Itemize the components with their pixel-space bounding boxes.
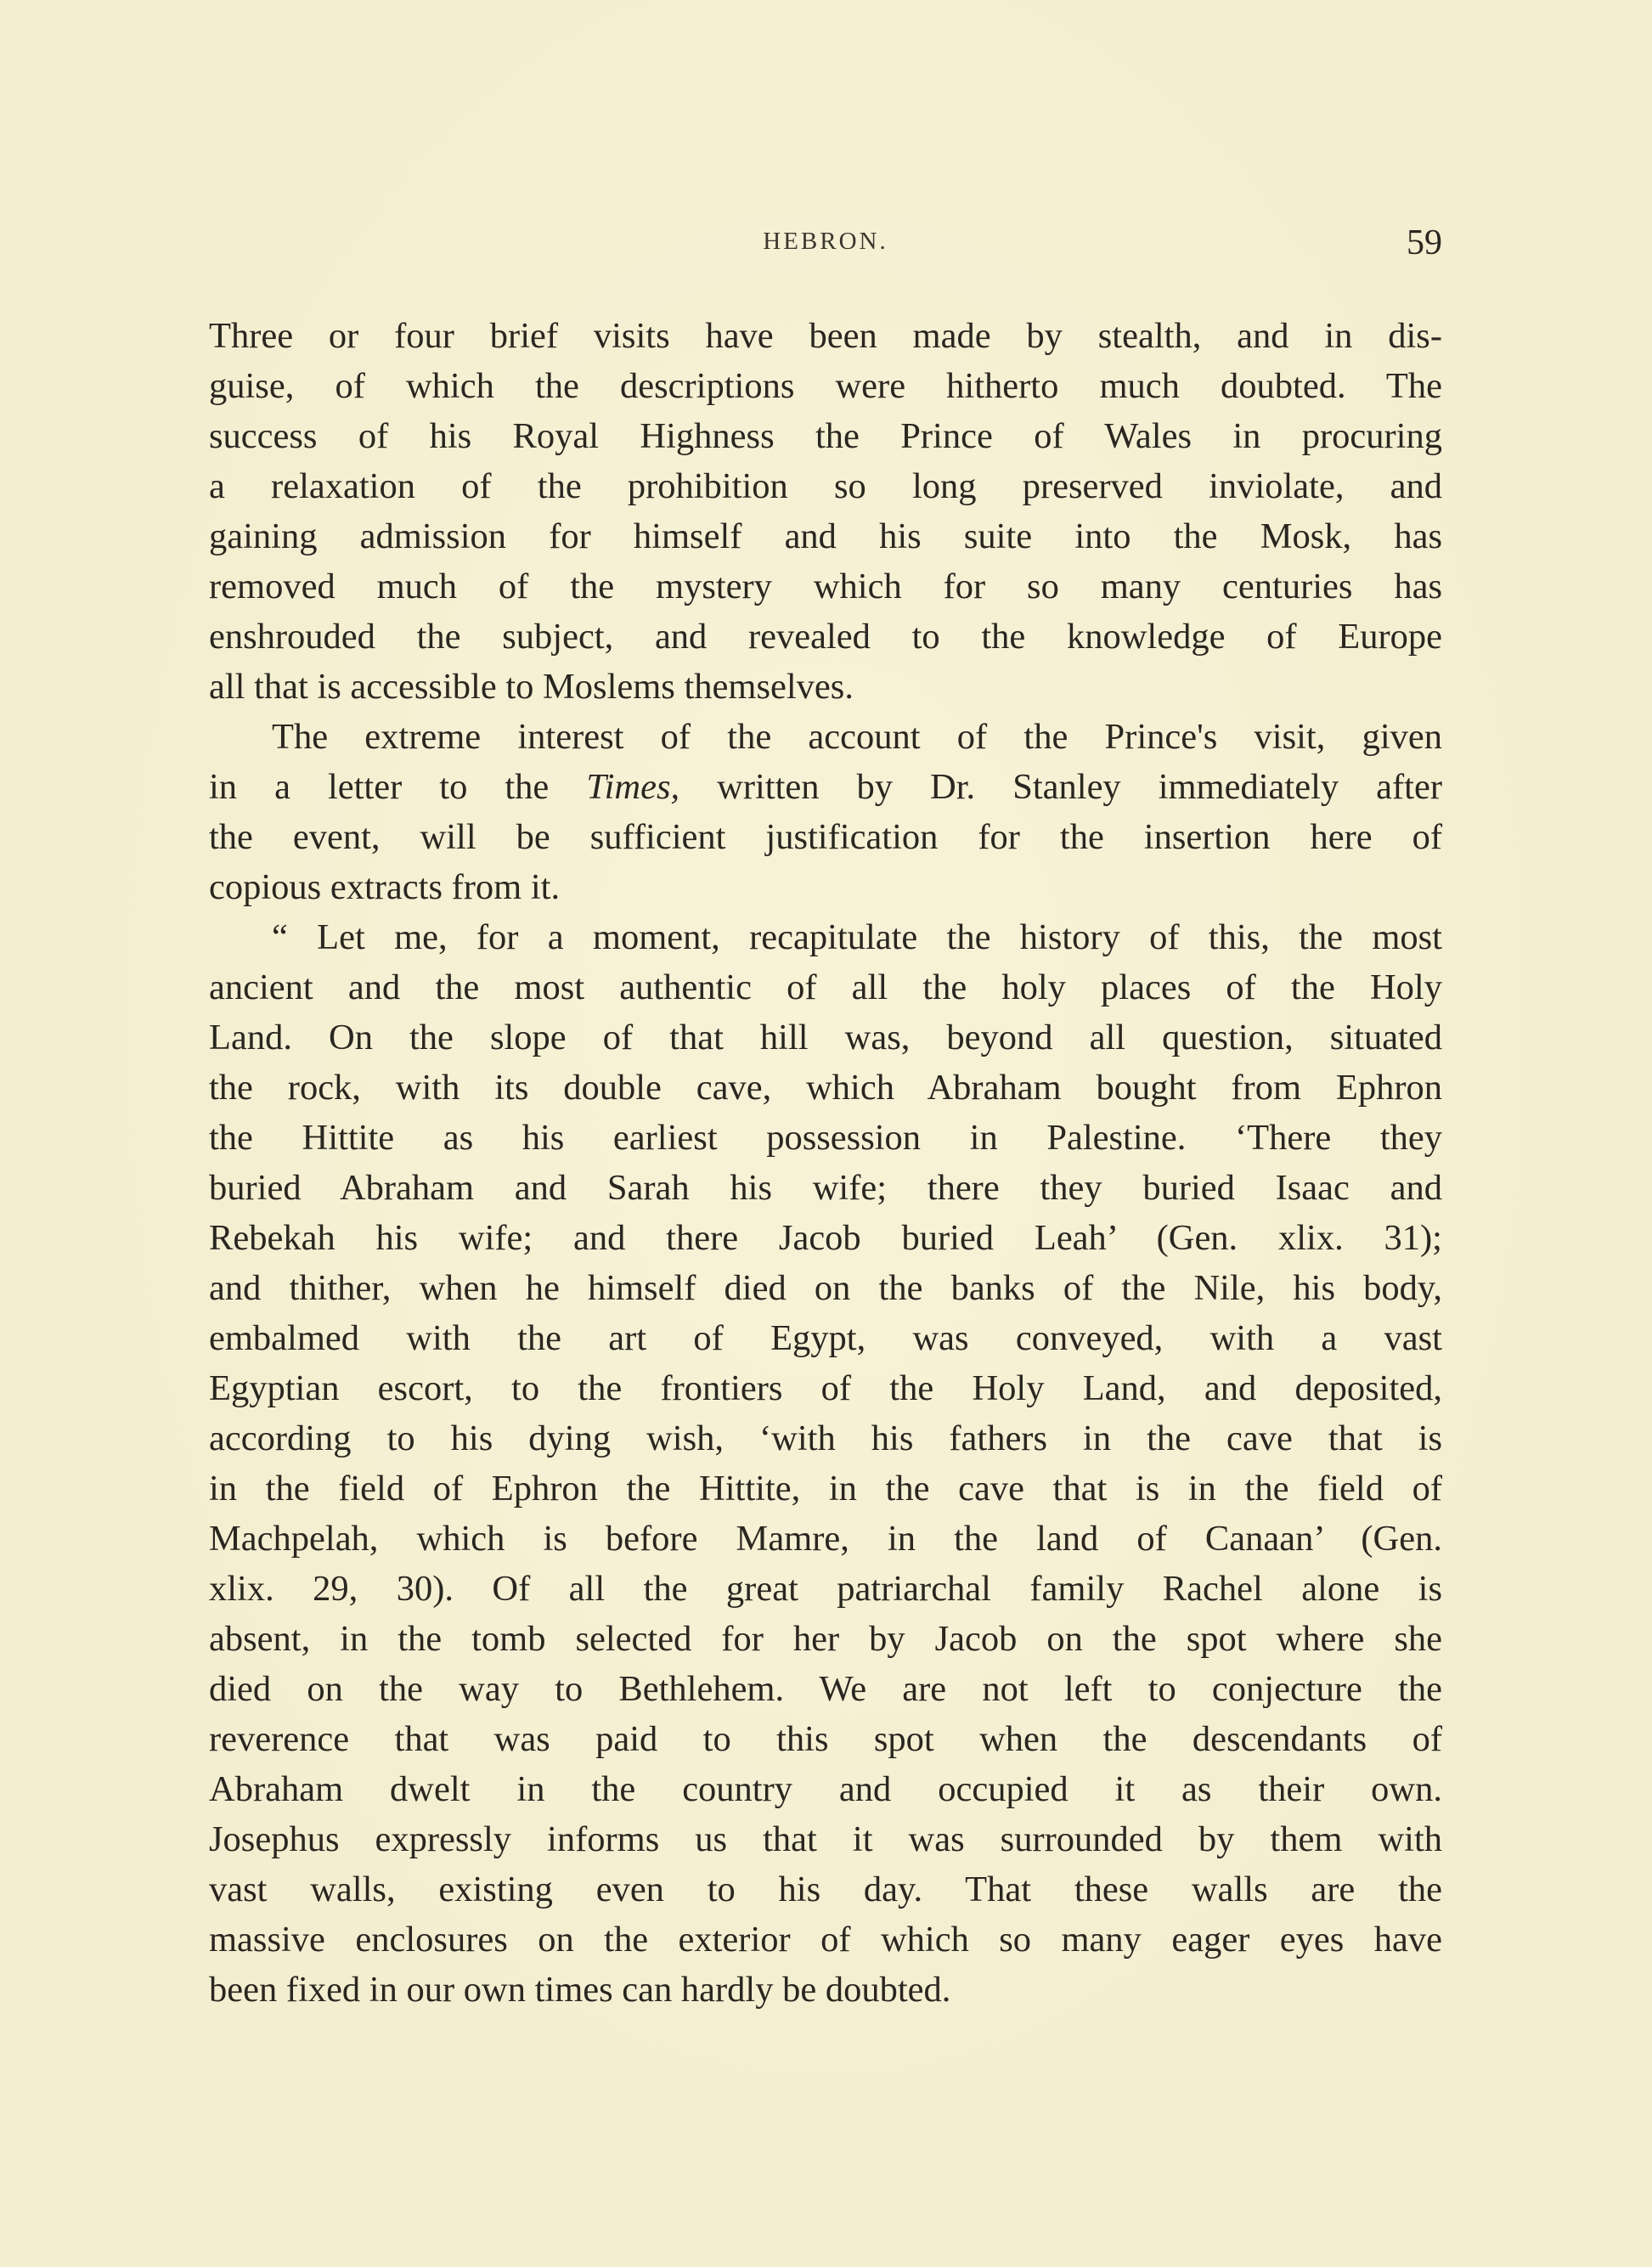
text-line: success of his Royal Highness the Prince of Wales in procuring bbox=[209, 416, 1442, 456]
text-line: been fixed in our own times can hardly be doubted. bbox=[209, 1970, 951, 2010]
text-line: and thither, when he himself died on the banks of the Nile, his body, bbox=[209, 1268, 1442, 1308]
italic-title: Times, bbox=[586, 767, 680, 807]
text-line: absent, in the tomb selected for her by Jacob on the spot where she bbox=[209, 1619, 1442, 1659]
text-line: “ Let me, for a moment, recapitulate the history of this, the most bbox=[272, 917, 1442, 957]
text-line bbox=[209, 762, 1442, 812]
text-segment: in a letter to the bbox=[209, 767, 587, 807]
running-head bbox=[209, 223, 1442, 265]
text-line: enshrouded the subject, and revealed to the knowledge of Europe bbox=[209, 617, 1442, 657]
text-line: according to his dying wish, ‘with his fathers in the cave that is bbox=[209, 1418, 1442, 1458]
text-line: Land. On the slope of that hill was, beyond all question, situated bbox=[209, 1018, 1442, 1057]
text-line: in the field of Ephron the Hittite, in the cave that is in the field of bbox=[209, 1469, 1442, 1509]
text-segment: written by Dr. Stanley immediately after bbox=[679, 767, 1442, 807]
text-line: Rebekah his wife; and there Jacob buried Leah’ (Gen. xlix. 31); bbox=[209, 1218, 1442, 1258]
text-line: Machpelah, which is before Mamre, in the land of Canaan’ (Gen. bbox=[209, 1519, 1442, 1559]
text-line: reverence that was paid to this spot when the descendants of bbox=[209, 1719, 1442, 1759]
text-line: a relaxation of the prohibition so long preserved inviolate, and bbox=[209, 466, 1442, 506]
text-line: guise, of which the descriptions were hitherto much doubted. The bbox=[209, 366, 1442, 406]
text-line: The extreme interest of the account of the Prince's visit, given bbox=[272, 717, 1442, 757]
running-title: HEBRON. bbox=[763, 228, 888, 255]
text-line: the rock, with its double cave, which Abraham bought from Ephron bbox=[209, 1068, 1442, 1108]
text-line: ancient and the most authentic of all the holy places of the Holy bbox=[209, 967, 1442, 1007]
text-line: the Hittite as his earliest possession in Palestine. ‘There they bbox=[209, 1118, 1442, 1158]
text-line: Josephus expressly informs us that it was surrounded by them with bbox=[209, 1819, 1442, 1859]
text-line: all that is accessible to Moslems themselves. bbox=[209, 667, 854, 707]
text-line: embalmed with the art of Egypt, was conveyed, with a vast bbox=[209, 1318, 1442, 1358]
text-line: buried Abraham and Sarah his wife; there they buried Isaac and bbox=[209, 1168, 1442, 1208]
text-line: massive enclosures on the exterior of which so many eager eyes have bbox=[209, 1920, 1442, 1960]
text-line: vast walls, existing even to his day. That these walls are the bbox=[209, 1869, 1442, 1909]
text-line: the event, will be sufficient justification for the insertion here of bbox=[209, 817, 1442, 857]
text-line: gaining admission for himself and his suite into the Mosk, has bbox=[209, 516, 1442, 556]
text-line: copious extracts from it. bbox=[209, 867, 561, 907]
body-text bbox=[209, 311, 1442, 2015]
text-line: Three or four brief visits have been made by stealth, and in dis- bbox=[209, 316, 1442, 356]
text-line: xlix. 29, 30). Of all the great patriarchal family Rachel alone is bbox=[209, 1569, 1442, 1609]
text-line: Egyptian escort, to the frontiers of the Holy Land, and deposited, bbox=[209, 1368, 1442, 1408]
text-line: died on the way to Bethlehem. We are not left to conjecture the bbox=[209, 1669, 1442, 1709]
text-line: Abraham dwelt in the country and occupied it as their own. bbox=[209, 1769, 1442, 1809]
text-line: removed much of the mystery which for so many centuries has bbox=[209, 567, 1442, 606]
page-number: 59 bbox=[1407, 223, 1442, 262]
